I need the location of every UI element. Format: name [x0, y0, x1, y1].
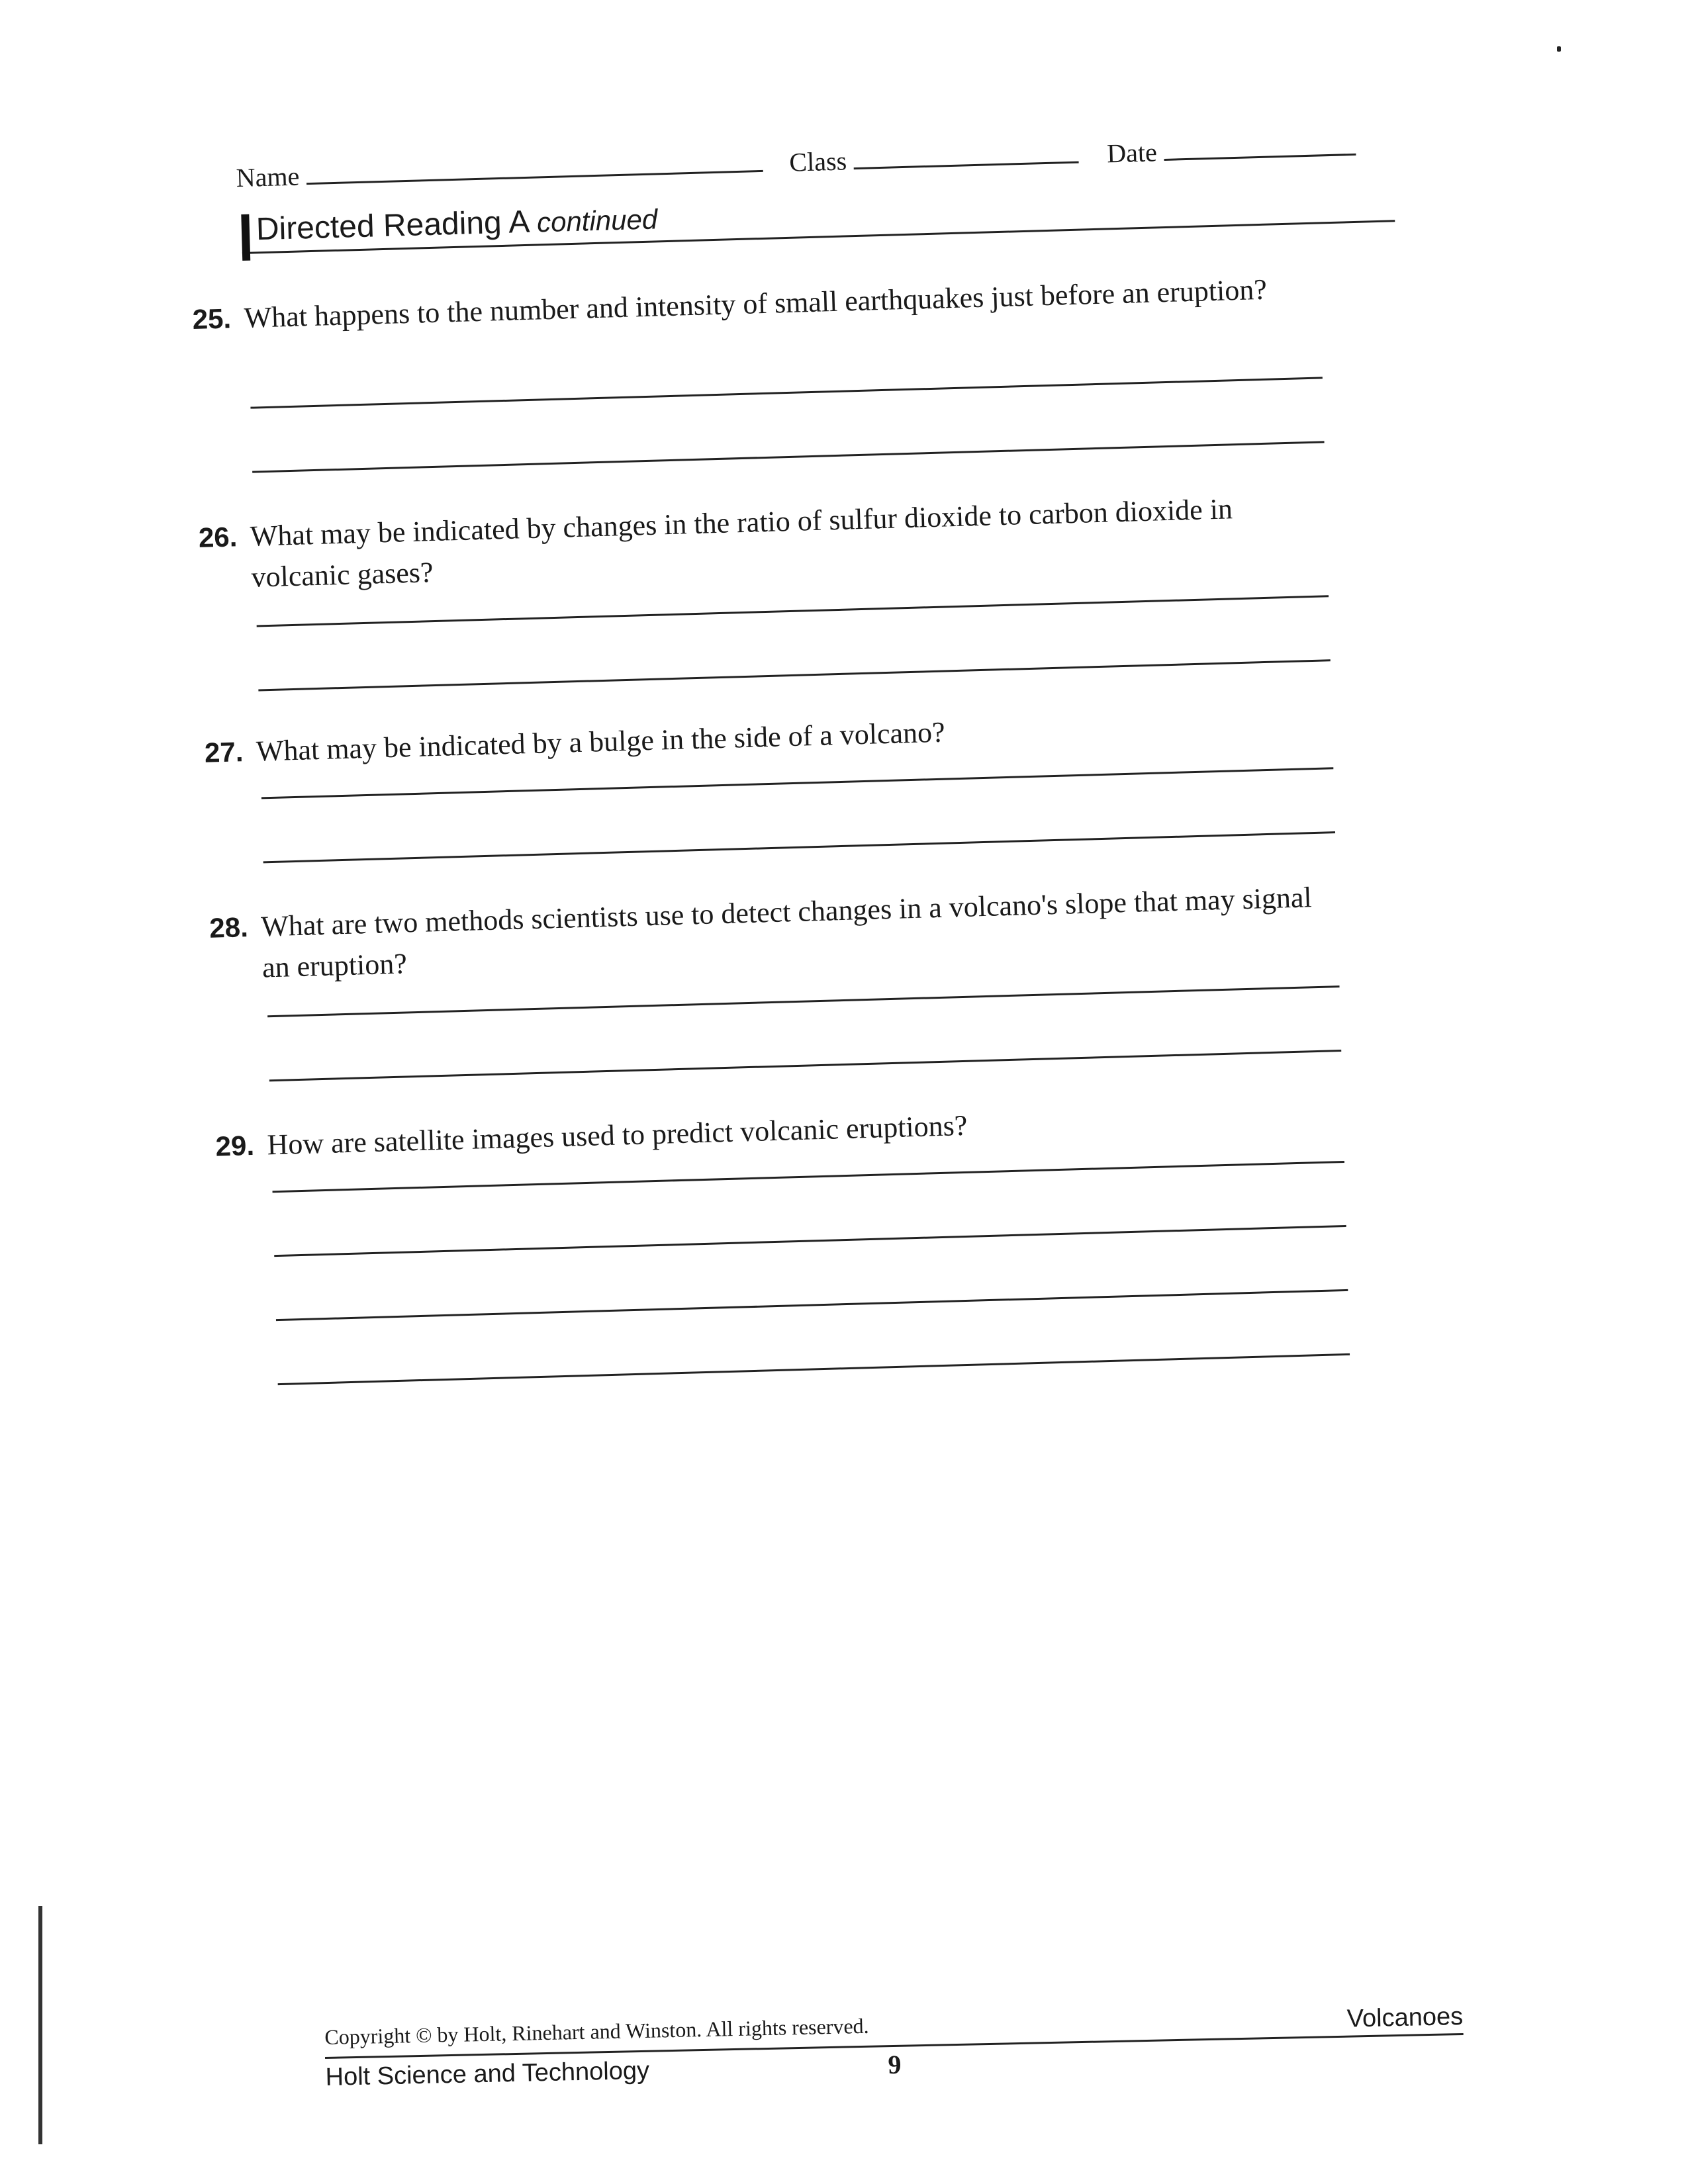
question-text: What may be indicated by a bulge in the side of a volcano? — [256, 715, 946, 768]
question-28 — [209, 875, 1401, 989]
question-29 — [214, 1093, 1406, 1165]
answer-line[interactable] — [273, 1161, 1344, 1193]
section-subtitle: continued — [536, 203, 658, 238]
class-blank[interactable] — [853, 161, 1078, 169]
question-number: 26. — [198, 521, 238, 553]
question-26 — [198, 484, 1390, 598]
topic-label: Volcanoes — [1346, 2002, 1464, 2033]
section-title — [241, 179, 1395, 254]
copyright-notice: Copyright © by Holt, Rinehart and Winston. All rights reserved. — [324, 2013, 869, 2049]
question-text: How are satellite images used to predict volcanic eruptions? — [266, 1109, 968, 1161]
answer-line[interactable] — [257, 595, 1329, 627]
question-number: 25. — [192, 302, 232, 336]
answer-line[interactable] — [250, 377, 1322, 408]
class-label: Class — [788, 146, 847, 177]
question-25 — [192, 266, 1383, 339]
answer-line[interactable] — [278, 1353, 1350, 1385]
date-blank[interactable] — [1164, 153, 1356, 161]
question-number: 29. — [214, 1129, 255, 1162]
scan-speck — [1557, 46, 1561, 52]
answer-line[interactable] — [269, 1050, 1341, 1081]
scan-edge-artifact — [38, 1906, 42, 2144]
page-footer — [324, 2001, 1464, 2098]
date-field[interactable] — [1107, 131, 1356, 169]
question-27 — [204, 700, 1395, 772]
section-title-text: Directed Reading A — [256, 204, 529, 248]
answer-line[interactable] — [276, 1289, 1348, 1321]
name-field[interactable] — [236, 148, 763, 193]
question-text: What may be indicated by changes in the ratio of sulfur dioxide to carbon dioxide in volcanic gases? — [250, 492, 1233, 594]
page-number: 9 — [887, 2049, 902, 2080]
answer-line[interactable] — [263, 831, 1335, 863]
answer-line[interactable] — [258, 659, 1330, 691]
answer-line[interactable] — [252, 441, 1324, 473]
name-blank[interactable] — [306, 169, 763, 185]
answer-line[interactable] — [267, 985, 1339, 1017]
question-number: 28. — [209, 911, 249, 944]
question-text: What happens to the number and intensity of small earthquakes just before an eruption? — [243, 273, 1268, 334]
series-title: Holt Science and Technology — [325, 2056, 650, 2091]
question-number: 27. — [204, 736, 244, 768]
class-field[interactable] — [789, 139, 1079, 178]
date-label: Date — [1106, 137, 1158, 169]
question-text: What are two methods scientists use to detect changes in a volcano's slope that may signal an eruption? — [260, 881, 1313, 984]
section-marker-bar — [241, 214, 250, 261]
answer-line[interactable] — [261, 767, 1333, 799]
worksheet-content — [192, 80, 1403, 1162]
answer-line[interactable] — [274, 1225, 1346, 1257]
name-label: Name — [236, 161, 300, 193]
